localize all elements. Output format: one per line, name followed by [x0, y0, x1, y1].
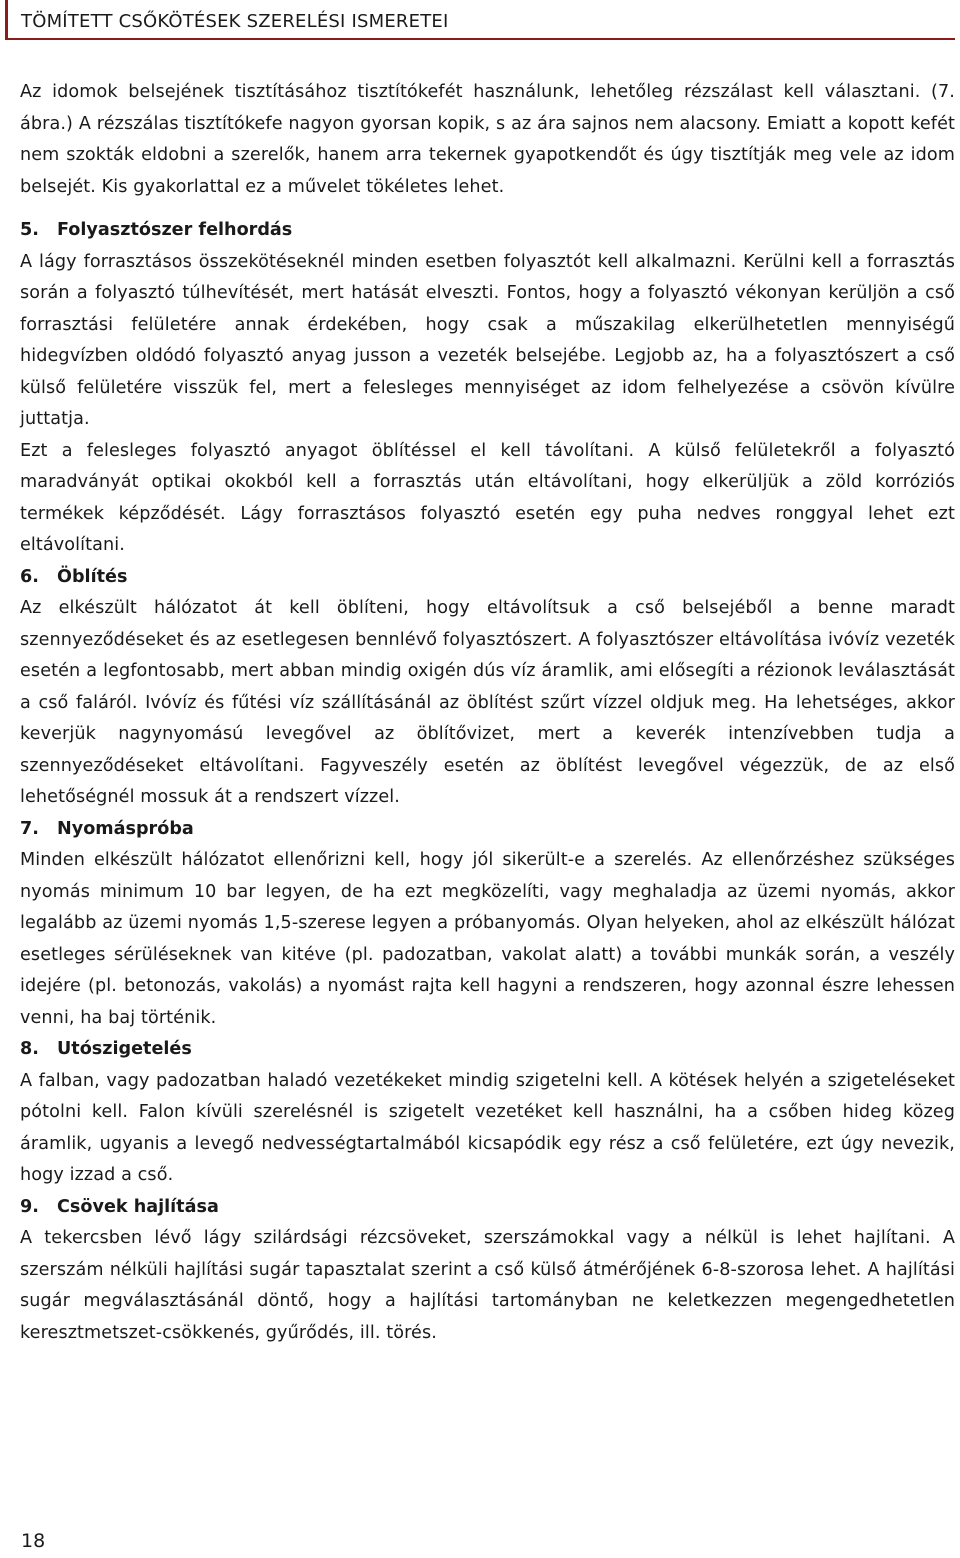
section-heading: [20, 215, 955, 247]
section-title: Csövek hajlítása: [57, 1196, 219, 1217]
page-header: [5, 0, 955, 40]
section-number: 5.: [20, 220, 39, 240]
section-paragraph: Minden elkészült hálózatot ellenőrizni kell, hogy jól sikerült-e a szerelés. Az ellenőrzéshez szükséges nyomás minimum 10 bar legyen, de ha ezt megközelíti, vagy meghaladja az üzemi nyomás, akkor legalább az üzemi nyomás 1,5-szerese legyen a próbanyomás. Olyan helyeken, ahol az elkészült hálózat esetleges sérüléseknek van kitéve (pl. padozatban, vakolat alatt) a további munkák során, a veszély idejére (pl. betonozás, vakolás) a nyomást rajta kell hagyni a rendszeren, hogy azonnal észre lehessen venni, ha baj történik.: [20, 850, 955, 1028]
section-paragraph: A lágy forrasztásos összekötéseknél minden esetben folyasztót kell alkalmazni. Kerülni kell a forrasztás során a folyasztó túlhevítését, mert hatását elveszti. Fontos, hogy a folyasztó vékonyan kerüljön a cső forrasztási felületére annak érdekében, hogy csak a műszakilag elkerülhetetlen mennyiségű hidegvízben oldódó folyasztó anyag jusson a vezeték belsejébe. Legjobb az, ha a folyasztószert a cső külső felületére visszük fel, mert a felesleges mennyiséget az idom felhelyezése a csövön kívülre juttatja.: [20, 251, 955, 429]
section-paragraph: A falban, vagy padozatban haladó vezetékeket mindig szigetelni kell. A kötések helyén a szigeteléseket pótolni kell. Falon kívüli szerelésnél is szigetelt vezetéket kell használni, ha a csőben hideg közeg áramlik, ugyanis a levegő nedvességtartalmából kicsapódik egy rész a cső felületére, ezt úgy nevezik, hogy izzad a cső.: [20, 1070, 955, 1185]
intro-paragraph: Az idomok belsejének tisztításához tisztítókefét használunk, lehetőleg rézszálast kell választani. (7. ábra.) A rézszálas tisztítókefe nagyon gyorsan kopik, s az ára sajnos nem alacsony. Emiatt a kopott kefét nem szokták eldobni a szerelők, hanem arra tekernek gyapotkendőt és úgy tisztítják meg vele az idom belsejét. Kis gyakorlattal ez a művelet tökéletes lehet.: [20, 82, 955, 197]
section-title: Nyomáspróba: [57, 818, 194, 839]
section-title: Öblítés: [57, 566, 128, 587]
header-title: TÖMÍTETT CSŐKÖTÉSEK SZERELÉSI ISMERETEI: [21, 11, 449, 32]
section-title: Folyasztószer felhordás: [57, 220, 293, 240]
section-paragraph: Ezt a felesleges folyasztó anyagot öblítéssel el kell távolítani. A külső felületekről a folyasztó maradványát optikai okokból kell a forrasztás után eltávolítani, hogy elkerüljük a zöld korróziós termékek képződését. Lágy forrasztásos folyasztó esetén egy puha nedves ronggyal lehet ezt eltávolítani.: [20, 440, 955, 555]
spacer: [20, 203, 955, 215]
page-number: 18: [21, 1530, 46, 1552]
document-body: [20, 77, 955, 1349]
section-title: Utószigetelés: [57, 1039, 192, 1059]
section-heading: [20, 1192, 955, 1224]
section-number: 7.: [20, 818, 39, 839]
section-number: 6.: [20, 566, 39, 587]
section-heading: [20, 1034, 955, 1066]
section-number: 8.: [20, 1039, 39, 1059]
section-paragraph: Az elkészült hálózatot át kell öblíteni, hogy eltávolítsuk a cső belsejéből a benne maradt szennyeződéseket és az esetlegesen bennlévő folyasztószert. A folyasztószer eltávolítása ivóvíz vezeték esetén a legfontosabb, mert abban mindig oxigén dús víz áramlik, ami elősegíti a rézionok leválasztását a cső faláról. Ivóvíz és fűtési víz szállításánál az öblítést szűrt vízzel oldjuk meg. Ha lehetséges, akkor keverjük nagynyomású levegővel az öblítővizet, mert a keverék intenzívebben tudja a szennyeződéseket eltávolítani. Fagyveszély esetén az öblítést levegővel végezzük, de az első lehetőségnél mossuk át a rendszert vízzel.: [20, 598, 955, 807]
section-number: 9.: [20, 1196, 39, 1217]
section-heading: [20, 562, 955, 594]
section-paragraph: A tekercsben lévő lágy szilárdsági rézcsöveket, szerszámokkal vagy a nélkül is lehet hajlítani. A szerszám nélküli hajlítási sugár tapasztalat szerint a cső külső átmérőjének 6-8-szorosa lehet. A hajlítási sugár megválasztásánál döntő, hogy a hajlítási tartományban ne keletkezzen megengedhetetlen keresztmetszet-csökkenés, gyűrődés, ill. törés.: [20, 1228, 955, 1343]
section-heading: [20, 814, 955, 846]
